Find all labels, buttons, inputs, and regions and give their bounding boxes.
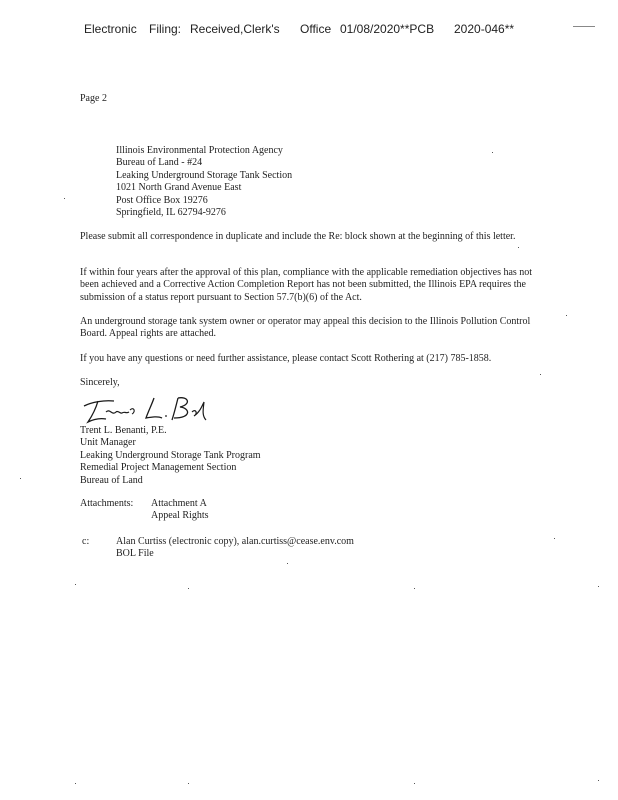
- stamp-received: Received,Clerk's: [190, 22, 280, 36]
- closing: Sincerely,: [80, 377, 120, 388]
- cc-item: BOL File: [116, 548, 154, 560]
- attachments-list: [151, 498, 209, 523]
- stamp-case: 2020-046**: [454, 22, 515, 36]
- paragraph-correspondence: Please submit all correspondence in duplicate and include the Re: block shown at the beginning of this letter.: [80, 231, 516, 242]
- signer-line: Unit Manager: [80, 437, 136, 449]
- scan-speck: [566, 315, 567, 316]
- address-line: Post Office Box 19276: [116, 194, 208, 206]
- scan-speck: [20, 478, 21, 479]
- scan-speck: [573, 26, 595, 27]
- address-line: Illinois Environmental Protection Agency: [116, 145, 283, 156]
- scan-speck: [287, 563, 288, 564]
- scan-speck: [554, 538, 555, 539]
- signer-line: Remedial Project Management Section: [80, 462, 237, 474]
- cc-label: c:: [82, 536, 90, 547]
- scan-speck: [518, 247, 519, 248]
- scan-speck: [75, 584, 76, 585]
- address-block: [116, 145, 292, 219]
- cc-item: Alan Curtiss (electronic copy), alan.curtiss@cease.env.com: [116, 536, 354, 547]
- signer-block: [80, 425, 261, 487]
- scan-speck: [598, 586, 599, 587]
- address-line: Leaking Underground Storage Tank Section: [116, 169, 293, 181]
- signer-line: Bureau of Land: [80, 474, 143, 486]
- scan-speck: [414, 783, 415, 784]
- scan-speck: [540, 374, 541, 375]
- scan-speck: [188, 588, 189, 589]
- stamp-date: 01/08/2020**PCB: [340, 22, 435, 36]
- scan-speck: [492, 152, 493, 153]
- address-line: 1021 North Grand Avenue East: [116, 182, 242, 194]
- stamp-office: Office: [300, 22, 332, 36]
- page-number: Page 2: [80, 93, 107, 104]
- scan-speck: [188, 783, 189, 784]
- signer-line: Trent L. Benanti, P.E.: [80, 425, 167, 436]
- signer-line: Leaking Underground Storage Tank Program: [80, 449, 261, 461]
- attachment-item: Appeal Rights: [151, 510, 209, 522]
- handwritten-signature: [82, 392, 212, 428]
- cc-list: [116, 536, 354, 561]
- address-line: Springfield, IL 62794-9276: [116, 207, 226, 219]
- scan-speck: [75, 783, 76, 784]
- attachment-item: Attachment A: [151, 498, 207, 509]
- address-line: Bureau of Land - #24: [116, 157, 203, 169]
- stamp-filing: Filing:: [149, 22, 182, 36]
- scan-speck: [598, 780, 599, 781]
- paragraph-status-report: If within four years after the approval of this plan, compliance with the applicable remediation objectives has not been achieved and a Corrective Action Completion Report has not been submitted, the Illinois EPA requires the submission of a status report pursuant to Section 57.7(b)(6) of the Act.: [80, 267, 533, 303]
- scan-speck: [414, 588, 415, 589]
- attachments-label: Attachments:: [80, 498, 134, 509]
- paragraph-contact: If you have any questions or need further assistance, please contact Scott Rothering at (217) 785-1858.: [80, 353, 492, 364]
- scan-speck: [64, 198, 65, 199]
- stamp-electronic: Electronic: [84, 22, 137, 36]
- paragraph-appeal: An underground storage tank system owner or operator may appeal this decision to the Illinois Pollution Control Board. Appeal rights are attached.: [80, 316, 531, 340]
